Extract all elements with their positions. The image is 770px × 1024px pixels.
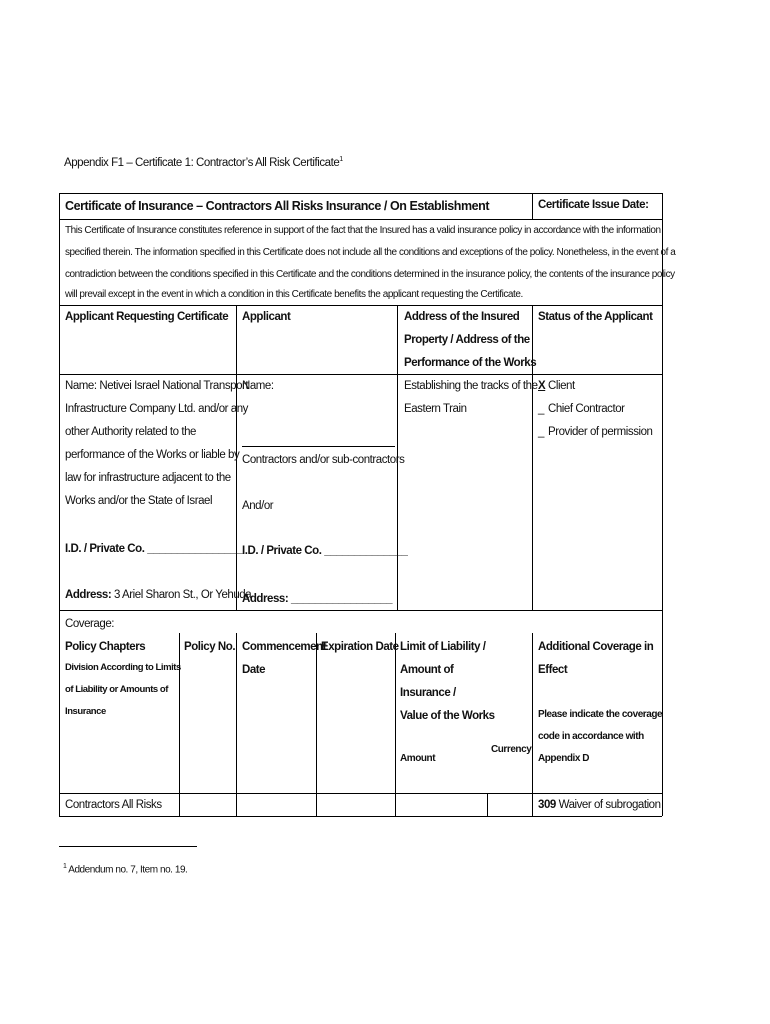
row-coverage [538, 794, 661, 817]
status-mark: X [538, 380, 546, 392]
header-address [404, 306, 536, 375]
heading-text: Appendix F1 – Certificate 1: Contractor’s All Risk Certificate [64, 156, 340, 169]
intro-line: specified therein. The information specified in this Certificate does not include all the conditions and exceptions of the policy. Nonetheless, in the event of a [65, 247, 676, 258]
cov-header-limit [400, 636, 495, 728]
requesting-address-value: 3 Ariel Sharon St., Or Yehuda [111, 589, 252, 601]
applicant-contractors: Contractors and/or sub-contractors [242, 454, 405, 466]
intro-line: will prevail except in the event in which a condition in this Certificate benefits the applicant requesting the Certificate. [65, 289, 523, 300]
cov-header-additional [538, 636, 653, 682]
header-address-line: Performance of the Works [404, 357, 537, 369]
status-item-client [538, 375, 653, 398]
requesting-line: law for infrastructure adjacent to the [65, 472, 231, 484]
cov-header-expiration: Expiration Date [321, 641, 399, 653]
header-applicant: Applicant [242, 311, 291, 323]
cov-header-currency: Currency [491, 744, 532, 755]
footnote-ref: 1 [339, 156, 343, 163]
applicant-id: I.D. / Private Co. ______________ [242, 545, 408, 557]
status-list [538, 375, 653, 444]
footnote [63, 856, 187, 881]
status-label: Provider of permission [548, 426, 653, 438]
requesting-line: Works and/or the State of Israel [65, 495, 213, 507]
status-mark: _ [538, 426, 544, 438]
header-status: Status of the Applicant [538, 311, 653, 323]
coverage-code: 309 [538, 799, 556, 811]
footnote-separator [59, 846, 197, 847]
footnote-mark: 1 [63, 863, 67, 870]
applicant-address: Address: _________________ [242, 593, 393, 605]
certificate-title: Certificate of Insurance – Contractors All Risks Insurance / On Establishment [65, 199, 490, 213]
coverage-text: Waiver of subrogation [555, 799, 661, 811]
division-line: Division According to Limits [65, 662, 181, 673]
additional-line: Additional Coverage in [538, 641, 654, 653]
property-line: Establishing the tracks of the [404, 380, 538, 392]
row-chapter: Contractors All Risks [65, 799, 162, 811]
commencement-line: Commencement [242, 641, 327, 653]
header-address-line: Address of the Insured [404, 311, 520, 323]
header-address-line: Property / Address of the [404, 334, 530, 346]
cov-header-amount: Amount [400, 753, 436, 764]
property-line: Eastern Train [404, 403, 467, 415]
indicate-line: Please indicate the coverage [538, 709, 663, 720]
division-line: Insurance [65, 706, 106, 717]
requesting-address-label: Address: [65, 589, 112, 601]
issue-date-label: Certificate Issue Date: [538, 199, 649, 211]
commencement-line: Date [242, 664, 266, 676]
cov-indicate-note [538, 704, 662, 770]
requesting-line: performance of the Works or liable by [65, 449, 240, 461]
applicant-andor: And/or [242, 500, 274, 512]
applicant-name-label: Name: [242, 380, 274, 392]
intro-paragraph [65, 220, 675, 306]
limit-line: Value of the Works [400, 710, 495, 722]
limit-line: Amount of [400, 664, 454, 676]
additional-line: Effect [538, 664, 568, 676]
status-item-provider [538, 421, 653, 444]
indicate-line: code in accordance with [538, 731, 644, 742]
coverage-label: Coverage: [65, 618, 115, 630]
requesting-line: Name: Netivei Israel National Transport [65, 380, 249, 392]
header-applicant-requesting: Applicant Requesting Certificate [65, 311, 229, 323]
status-mark: _ [538, 403, 544, 415]
division-line: of Liability or Amounts of [65, 684, 168, 695]
cov-header-policy-no: Policy No. [184, 641, 236, 653]
cov-division [65, 657, 181, 723]
intro-line: This Certificate of Insurance constitutes reference in support of the fact that the Insured has a valid insurance policy in accordance with the information [65, 225, 661, 236]
status-item-chief-contractor [538, 398, 653, 421]
requesting-line: other Authority related to the [65, 426, 196, 438]
requesting-details [65, 375, 248, 513]
status-label: Client [548, 380, 575, 392]
cov-header-commencement [242, 636, 326, 682]
requesting-id: I.D. / Private Co. ________________ [65, 543, 243, 555]
requesting-line: Infrastructure Company Ltd. and/or any [65, 403, 248, 415]
footnote-text: Addendum no. 7, Item no. 19. [66, 864, 188, 876]
requesting-address [65, 584, 251, 607]
appendix-heading [64, 148, 343, 175]
intro-line: contradiction between the conditions specified in this Certificate and the conditions determined in the insurance policy, the contents of the insurance policy [65, 269, 675, 280]
property-address [404, 375, 538, 421]
limit-line: Limit of Liability / [400, 641, 486, 653]
status-label: Chief Contractor [548, 403, 625, 415]
limit-line: Insurance / [400, 687, 456, 699]
cov-header-policy-chapters: Policy Chapters [65, 641, 146, 653]
indicate-line: Appendix D [538, 753, 590, 764]
